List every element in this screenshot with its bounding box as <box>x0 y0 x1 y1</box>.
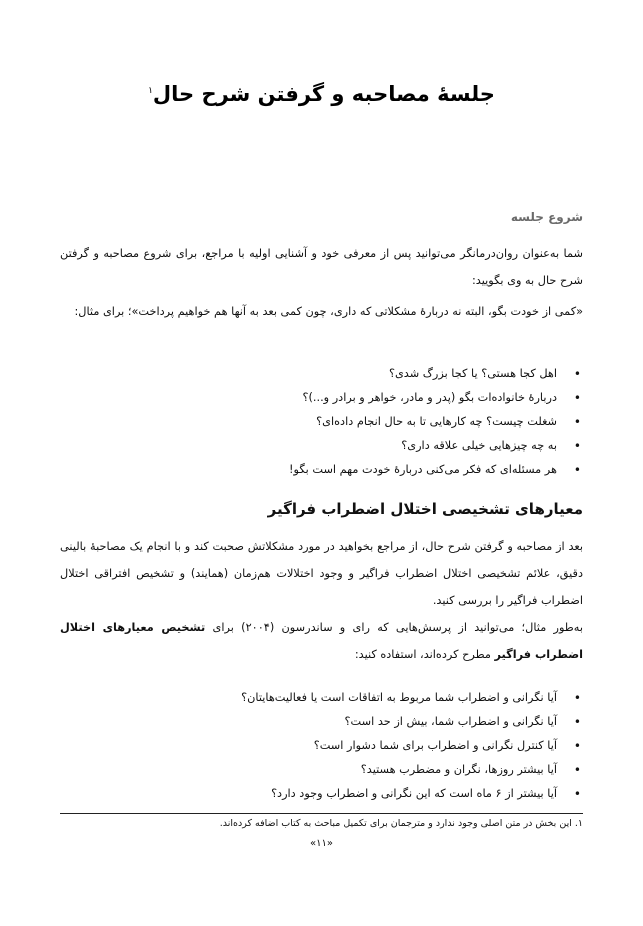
bullet-icon: • <box>573 715 581 729</box>
intro-paragraph: شما به‌عنوان روان‌درمانگر می‌توانید پس از معرفی خود و آشنایی اولیه با مراجع، برای شروع مصاحبه و گرفتن شرح حال به وی بگویید: <box>60 247 583 287</box>
list-item-text: آیا نگرانی و اضطراب شما مربوط به اتفاقات است یا فعالیت‌هایتان؟ <box>241 691 557 704</box>
example-text-start: به‌طور مثال؛ می‌توانید از پرسش‌هایی که رای و ساندرسون (۲۰۰۴) برای <box>205 621 583 634</box>
footnote-divider <box>60 813 583 814</box>
list-item <box>60 758 583 782</box>
list-item <box>60 710 583 734</box>
bullet-icon: • <box>573 763 581 777</box>
examples-list <box>60 362 583 482</box>
example-text-end: مطرح کرده‌اند، استفاده کنید: <box>354 648 495 661</box>
questions-list <box>60 686 583 806</box>
title-text: جلسهٔ مصاحبه و گرفتن شرح حال <box>152 82 495 106</box>
list-item <box>60 734 583 758</box>
list-item <box>60 458 583 482</box>
list-item-text: هر مسئله‌ای که فکر می‌کنی دربارهٔ خودت مهم است بگو! <box>289 463 557 476</box>
bullet-icon: • <box>573 739 581 753</box>
example-paragraph <box>60 614 583 668</box>
footnote: ۱. این بخش در متن اصلی وجود ندارد و مترجمان برای تکمیل مباحث به کتاب اضافه کرده‌اند. <box>219 818 583 829</box>
section-heading: معیارهای تشخیصی اختلال اضطراب فراگیر <box>267 500 583 518</box>
bullet-icon: • <box>573 463 581 477</box>
bullet-icon: • <box>573 691 581 705</box>
title-footnote-marker: ۱ <box>148 86 153 96</box>
bullet-icon: • <box>573 391 581 405</box>
list-item-text: دربارهٔ خانواده‌ات بگو (پدر و مادر، خواهر و برادر و...)؟ <box>302 391 557 404</box>
bullet-icon: • <box>573 439 581 453</box>
bullet-icon: • <box>573 367 581 381</box>
section-label: شروع جلسه <box>510 210 583 224</box>
list-item <box>60 386 583 410</box>
quote-paragraph: «کمی از خودت بگو، البته نه دربارهٔ مشکلاتی که داری، چون کمی بعد به آنها هم خواهیم پرداخت»؛ برای مثال: <box>74 305 583 318</box>
bullet-icon: • <box>573 787 581 801</box>
list-item-text: به چه چیزهایی خیلی علاقه داری؟ <box>401 439 557 452</box>
example-text-bold: تشخیص معیارهای اختلال اضطراب فراگیر <box>60 621 583 661</box>
list-item-text: آیا بیشتر از ۶ ماه است که این نگرانی و اضطراب وجود دارد؟ <box>271 787 557 800</box>
list-item-text: شغلت چیست؟ چه کارهایی تا به حال انجام داده‌ای؟ <box>316 415 557 428</box>
list-item-text: آیا نگرانی و اضطراب شما، بیش از حد است؟ <box>344 715 557 728</box>
list-item <box>60 362 583 386</box>
list-item-text: آیا کنترل نگرانی و اضطراب برای شما دشوار است؟ <box>313 739 557 752</box>
list-item-text: اهل کجا هستی؟ یا کجا بزرگ شدی؟ <box>388 367 557 380</box>
list-item <box>60 434 583 458</box>
list-item <box>60 782 583 806</box>
list-item <box>60 686 583 710</box>
page-title <box>0 82 643 106</box>
diagnosis-paragraph: بعد از مصاحبه و گرفتن شرح حال، از مراجع بخواهید در مورد مشکلاتش صحبت کند و با انجام یک مصاحبهٔ بالینی دقیق، علائم تشخیصی اختلال اضطراب فراگیر و وجود اختلالات هم‌زمان (همایند) و تشخیص افتراقی اختلال اضطراب فراگیر را بررسی کنید. <box>60 540 583 607</box>
list-item-text: آیا بیشتر روزها، نگران و مضطرب هستید؟ <box>360 763 557 776</box>
list-item <box>60 410 583 434</box>
page-number: «۱۱» <box>310 838 333 849</box>
bullet-icon: • <box>573 415 581 429</box>
